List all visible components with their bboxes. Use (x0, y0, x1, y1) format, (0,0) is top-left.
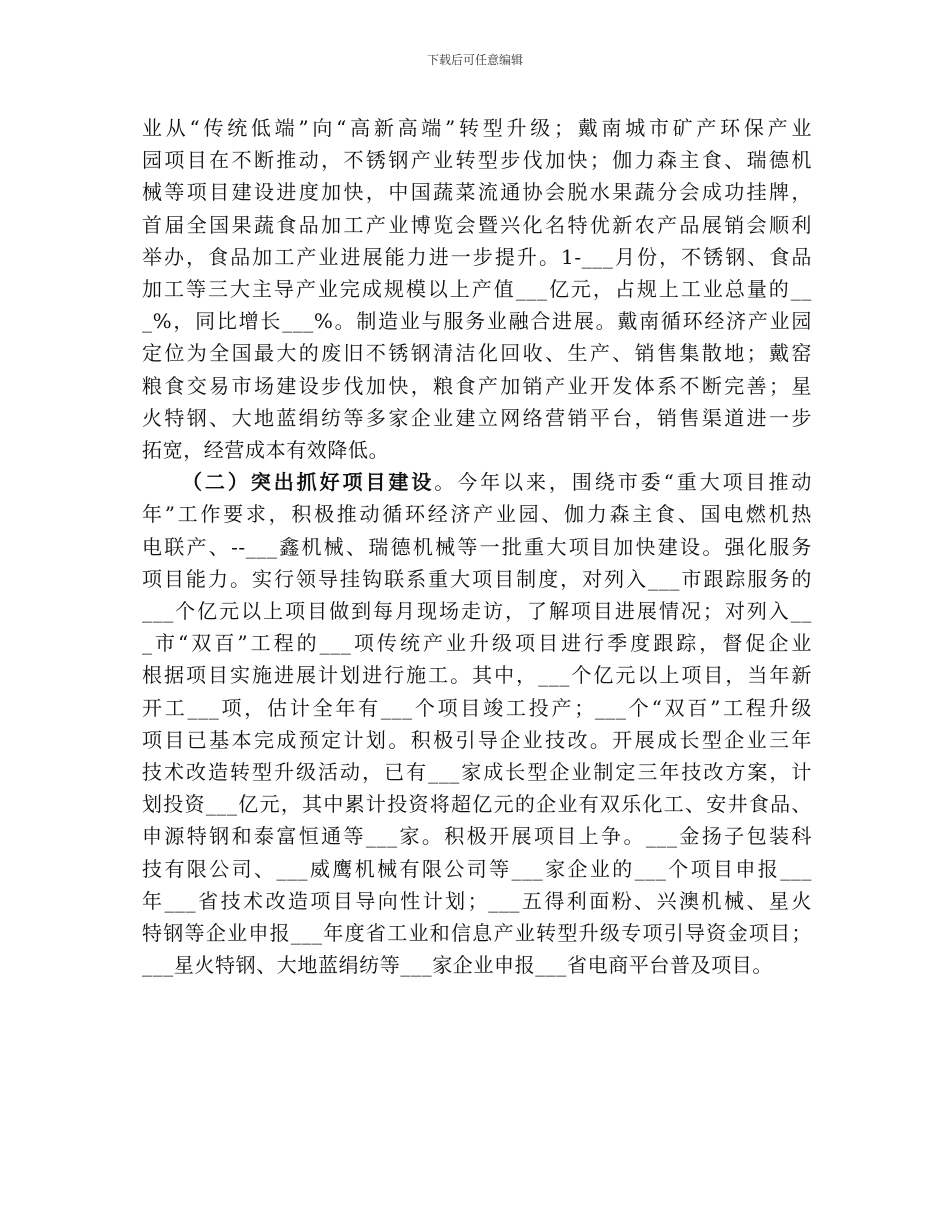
text-line: _市“双百”工程的___项传统产业升级项目进行季度跟踪，督促企业 (142, 631, 812, 656)
text-line: ___星火特钢、大地蓝绢纺等___家企业申报___省电商平台普及项目。 (142, 953, 773, 978)
page-header: 下载后可任意编辑 (426, 53, 523, 67)
text-line: 申源特钢和泰富恒通等___家。积极开展项目上争。___金扬子包装科 (142, 824, 812, 849)
text-line: 加工等三大主导产业完成规模以上产值___亿元，占规上工业总量的__ (142, 277, 812, 302)
text-line: 特钢等企业申报___年度省工业和信息产业转型升级专项引导资金项目； (142, 921, 812, 946)
text-line: 电联产、--___鑫机械、瑞德机械等一批重大项目加快建设。强化服务 (142, 534, 812, 559)
text-line: 项目已基本完成预定计划。积极引导企业技改。开展成长型企业三年 (142, 727, 812, 752)
paragraph-1 (142, 112, 812, 466)
text-line: 年___省技术改造项目导向性计划；___五得利面粉、兴澳机械、星火 (142, 888, 812, 913)
text-line: 园项目在不断推动，不锈钢产业转型步伐加快；伽力森主食、瑞德机 (142, 148, 812, 173)
text-line: 粮食交易市场建设步伐加快，粮食产加销产业开发体系不断完善；星 (142, 373, 812, 398)
text-line: 划投资___亿元，其中累计投资将超亿元的企业有双乐化工、安井食品、 (142, 792, 812, 817)
paragraph-2-first-line (142, 466, 812, 498)
text-line: 开工___项，估计全年有___个项目竣工投产；___个“双百”工程升级 (142, 695, 812, 720)
paragraph-2 (142, 466, 812, 981)
text-line: 项目能力。实行领导挂钩联系重大项目制度，对列入___市跟踪服务的 (142, 566, 812, 591)
text-line: 举办，食品加工产业进展能力进一步提升。1-___月份，不锈钢、食品 (142, 244, 812, 269)
document-body (142, 112, 812, 981)
text-line: _%，同比增长___%。制造业与服务业融合进展。戴南循环经济产业园 (142, 309, 812, 334)
text-run: 。今年以来，围绕市委“重大项目推动 (434, 470, 812, 495)
text-line: 火特钢、大地蓝绢纺等多家企业建立网络营销平台，销售渠道进一步 (142, 405, 812, 430)
text-line: 技术改造转型升级活动，已有___家成长型企业制定三年技改方案，计 (142, 760, 812, 785)
text-line: ___个亿元以上项目做到每月现场走访，了解项目进展情况；对列入__ (142, 599, 812, 624)
text-line: 技有限公司、___威鹰机械有限公司等___家企业的___个项目申报___ (142, 856, 812, 881)
section-heading: （二）突出抓好项目建设 (182, 470, 435, 495)
text-line: 年”工作要求，积极推动循环经济产业园、伽力森主食、国电燃机热 (142, 502, 812, 527)
text-line: 根据项目实施进展计划进行施工。其中，___个亿元以上项目，当年新 (142, 663, 812, 688)
text-line: 首届全国果蔬食品加工产业博览会暨兴化名特优新农产品展销会顺利 (142, 212, 812, 237)
text-line: 业从“传统低端”向“高新高端”转型升级；戴南城市矿产环保产业 (142, 116, 812, 140)
text-line: 械等项目建设进度加快，中国蔬菜流通协会脱水果蔬分会成功挂牌， (142, 180, 812, 205)
text-line: 定位为全国最大的废旧不锈钢清洁化回收、生产、销售集散地；戴窑 (142, 341, 812, 366)
text-line: 拓宽，经营成本有效降低。 (142, 438, 390, 463)
